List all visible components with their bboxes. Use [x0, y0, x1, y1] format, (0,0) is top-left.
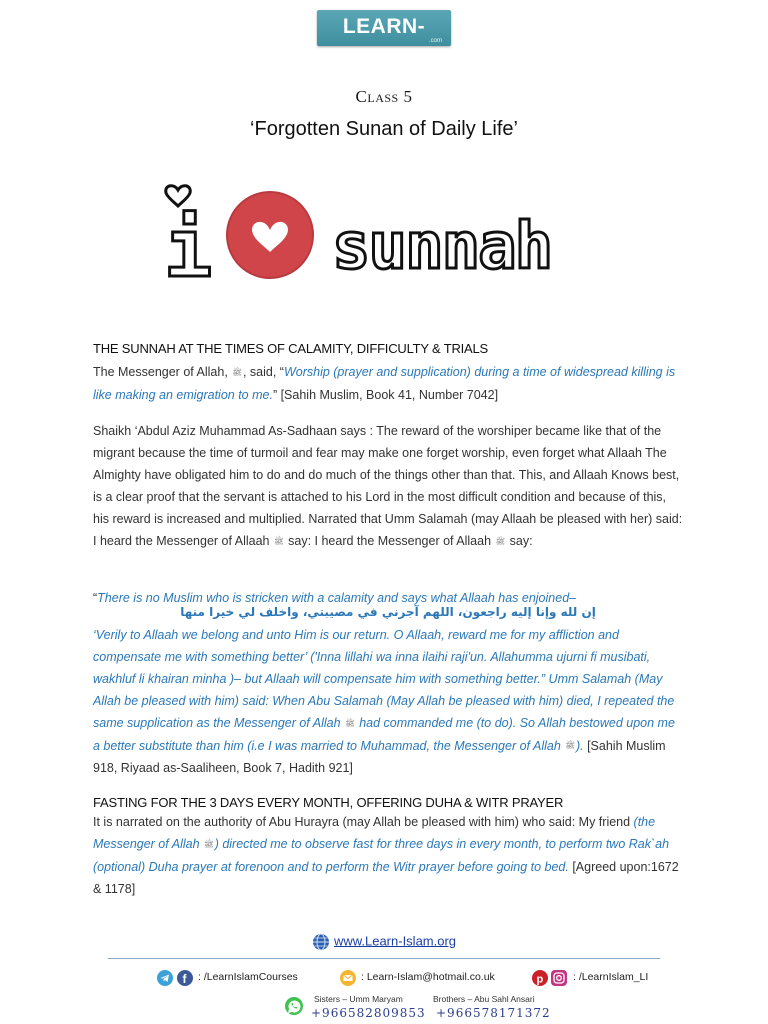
footer-divider: [108, 958, 660, 959]
whatsapp-icon[interactable]: [284, 996, 304, 1016]
logo-text: LEARN-ISLAM: [342, 15, 426, 72]
quote-reference: [Sahih Muslim 918, Riyaad as-Saaliheen, Book 7, Hadith 921]: [93, 738, 666, 776]
class-title: Class 5: [355, 87, 413, 106]
logo-sub: .com: [428, 38, 442, 44]
sisters-contact-label: Sisters – Umm Maryam: [314, 994, 403, 1004]
email-icon[interactable]: [340, 970, 356, 986]
email-address[interactable]: : Learn-Islam@hotmail.co.uk: [361, 971, 495, 983]
pinterest-icon[interactable]: [532, 970, 548, 986]
instagram-icon[interactable]: [551, 970, 567, 986]
page-subtitle: ‘Forgotten Sunan of Daily Life’: [250, 118, 518, 140]
paragraph-sadhaan: [93, 420, 683, 553]
sisters-phone[interactable]: +966582809853: [311, 1006, 426, 1020]
quote-line-4: ).: [575, 738, 584, 753]
saw-honorific: ﷺ: [273, 536, 284, 546]
social-handle-courses: : /LearnIslamCourses: [198, 971, 298, 983]
brothers-phone[interactable]: +966578171372: [436, 1006, 551, 1020]
quote-translation: [93, 624, 683, 779]
quote-line-1: There is no Muslim who is stricken with a calamity and says what Allaah has enjoined–: [97, 591, 577, 605]
section-heading-fasting: FASTING FOR THE 3 DAYS EVERY MONTH, OFFERING DUHA & WITR PRAYER: [93, 795, 564, 810]
saw-honorific: ﷺ: [495, 536, 506, 546]
saw-honorific: ﷺ: [565, 741, 575, 751]
arabic-supplication: إن لله وإنا إليه راجعون، اللهم آجرني في مصيبتي، واخلف لي خيرا منها: [180, 605, 596, 619]
paragraph-abu-hurayra: [93, 811, 683, 900]
brothers-contact-label: Brothers – Abu Sahl Ansari: [433, 994, 535, 1004]
s2-quote-2: ) directed me to observe fast for three days in every month, to perform two Rak`ah (optional) Duha prayer at forenoon and to perform the Witr prayer before going to bed.: [93, 837, 670, 874]
social-handle-li: : /LearnIslam_LI: [573, 971, 649, 983]
i-love-sunnah-banner: [160, 178, 610, 288]
footer-website: [0, 933, 768, 951]
p1-said: , said, “: [242, 365, 284, 379]
s2-lead: It is narrated on the authority of Abu Hurayra (may Allah be pleased with him) who said: My friend: [93, 815, 634, 829]
s2-reference: [Agreed upon:1672 & 1178]: [93, 859, 679, 896]
paragraph-worship-hadith: [93, 361, 683, 406]
section-heading-calamity: THE SUNNAH AT THE TIMES OF CALAMITY, DIFFICULTY & TRIALS: [93, 341, 489, 356]
p1-lead: The Messenger of Allah,: [93, 365, 232, 379]
p2-end: say:: [506, 534, 533, 548]
globe-icon: [312, 933, 330, 951]
telegram-icon[interactable]: [157, 970, 173, 986]
quote-line-3: had commanded me (to do). So Allah bestowed upon me a better substitute than him (i.e I was married to Muhammad, the Messenger of Allah: [93, 716, 675, 753]
p2-mid: say: I heard the Messenger of Allaah: [284, 534, 495, 548]
quote-line-2: ‘Verily to Allaah we belong and unto Him is our return. O Allaah, reward me for my affliction and compensate me with something better’ ('Inna lillahi wa inna ilaihi raji'un. Allahumma ujurni fi musibati, wakhluf li khairan minha )– but Allaah will compensate him with something better.” Umm Salamah (May Allah be pleased with him) said: When Abu Salamah (May Allah be pleased with him) died, I repeated the same supplication as the Messenger of Allah: [93, 628, 675, 730]
saw-honorific: ﷺ: [232, 367, 242, 377]
svg-text:p: p: [536, 973, 544, 986]
website-link[interactable]: www.Learn-Islam.org: [333, 933, 457, 949]
p1-reference: ” [Sahih Muslim, Book 41, Number 7042]: [272, 387, 499, 402]
banner-sunnah-word: sunnah: [332, 210, 552, 284]
quote-open-mark: “: [93, 591, 98, 605]
s2-quote-1: (the Messenger of Allah: [93, 815, 656, 851]
red-heart-circle-icon: [227, 192, 313, 278]
facebook-icon[interactable]: [177, 970, 193, 986]
saw-honorific: ﷺ: [345, 718, 355, 728]
svg-text:f: f: [182, 972, 187, 986]
saw-honorific: ﷺ: [204, 839, 214, 849]
banner-i-letter: i: [164, 202, 213, 288]
p2-text: Shaikh ‘Abdul Aziz Muhammad As-Sadhaan says : The reward of the worshiper became like that of the migrant because the time of turmoil and fear may make one forget worship, even forget what Allaah The Almighty have obligated him to do and do much of the things other than that. This, and Allaah Knows best, is a clear proof that the servant is attached to his Lord in the most difficult condition and because of this, his reward is increased and multiplied. Narrated that Umm Salamah (may Allaah be pleased with her) said: I heard the Messenger of Allaah: [93, 424, 683, 548]
learn-islam-logo[interactable]: [317, 10, 451, 72]
p1-quote: Worship (prayer and supplication) during a time of widespread killing is like making an emigration to me.: [93, 365, 676, 402]
